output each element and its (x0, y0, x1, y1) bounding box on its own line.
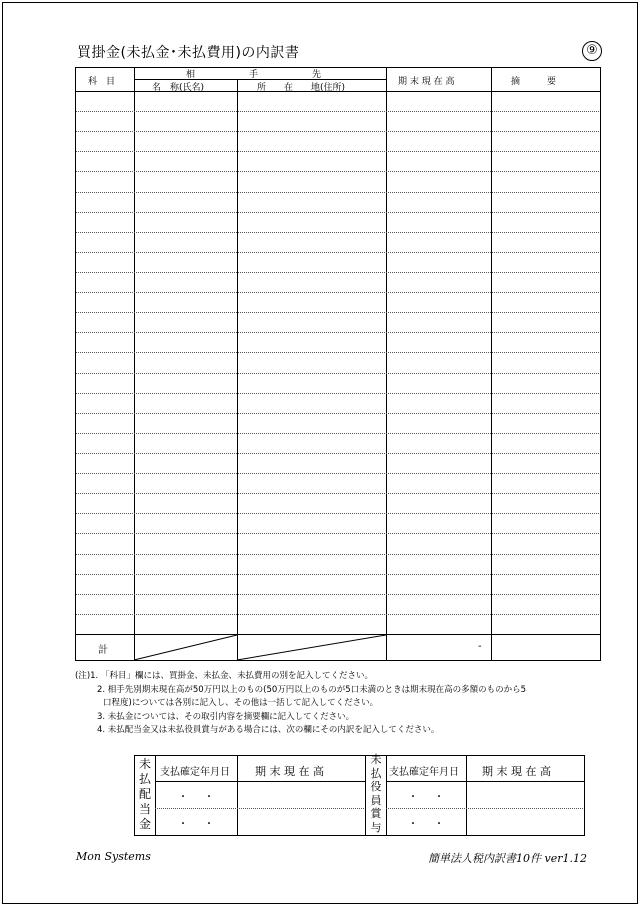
dividend-label (138, 757, 152, 832)
bonus-label (369, 753, 383, 834)
bonus-date-header: 支払確定年月日 (389, 767, 459, 778)
note-2-cont: 口程度)については各別に記入し、その他は一括して記入してください。 (103, 698, 379, 708)
dividend-label-text: 未払配当金 (138, 757, 151, 831)
dividend-date-2: ・・ (178, 819, 230, 830)
page-number: ⑨ (582, 41, 602, 61)
bonus-label-text: 未払役員賞与 (370, 753, 382, 834)
bonus-date-1: ・・ (408, 792, 460, 803)
col-subject-header: 科 目 (88, 77, 116, 87)
total-balance: - (478, 641, 482, 652)
col-address-header: 所 在 地(住所) (257, 83, 346, 93)
dividend-date-header: 支払確定年月日 (160, 767, 230, 778)
page-title: 買掛金(未払金･未払費用)の内訳書 (77, 45, 300, 61)
col-name-header: 名 称(氏名) (152, 83, 205, 93)
bonus-date-2: ・・ (408, 819, 460, 830)
col-partner-header: 相 手 先 (186, 70, 322, 80)
dividend-date-1: ・・ (178, 792, 230, 803)
footer-company: Mon Systems (76, 850, 151, 863)
total-label: 計 (98, 645, 108, 656)
note-2: 2. 相手先別期末現在高が50万円以上のもの(50万円以上のものが5口未満のときは期末現在高の多額のものから5 (97, 684, 527, 695)
note-1: (注)1. 「科目」欄には、買掛金、未払金、未払費用の別を記入してください。 (75, 671, 373, 681)
notes (75, 670, 526, 738)
col-remarks-header: 摘 要 (511, 77, 557, 87)
footer-product: 簡単法人税内訳書10件 ver1.12 (428, 852, 587, 865)
bonus-balance-header: 期 末 現 在 高 (482, 765, 551, 778)
note-4: 4. 未払配当金又は未払役員賞与がある場合には、次の欄にその内訳を記入してください。 (97, 725, 440, 735)
col-balance-header: 期 末 現 在 高 (398, 77, 455, 87)
dividend-balance-header: 期 末 現 在 高 (255, 765, 324, 778)
note-3: 3. 未払金については、その取引内容を摘要欄に記入してください。 (97, 711, 355, 722)
